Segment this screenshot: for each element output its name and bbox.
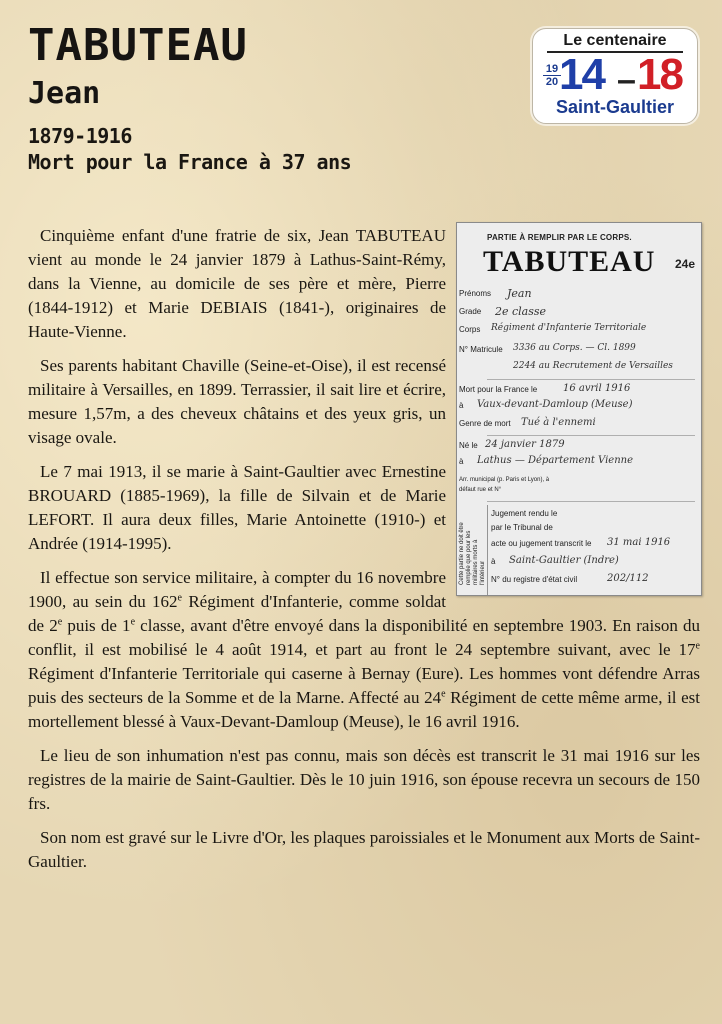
record-field-value: Vaux-devant-Damloup (Meuse) xyxy=(477,399,633,410)
record-field-value: Tué à l'ennemi xyxy=(521,417,596,428)
record-field-value: 2244 au Recrutement de Versailles xyxy=(513,361,673,371)
record-field-label: à xyxy=(491,557,496,566)
record-field-label: Jugement rendu le xyxy=(491,509,558,518)
paragraph-military-part: classe, avant d'être envoyé dans la disponibilité en septembre 1903. En raison du conflit, il est mobilisé le 4 août 1914, et part au front le 24 septembre suivant, avec le 17 xyxy=(28,616,700,659)
logo-years xyxy=(533,51,697,99)
biography-text xyxy=(28,224,700,884)
paragraph-military-part: Régiment d'Infanterie Territoriale qui caserne à Bernay (Eure). Les hommes vont défendre Arras puis des secteurs de la Somme et de la Marne. Affecté au 24 xyxy=(28,664,700,707)
record-name: TABUTEAU xyxy=(483,245,656,278)
paragraph-birth: Cinquième enfant d'une fratrie de six, Jean TABUTEAU vient au monde le 24 janvier 1879 à Lathus-Saint-Rémy, dans la Vienne, au domicile de ses père et mère, Pierre (1844-1912) et Marie DEBIAIS (1841-), originaires de Haute-Vienne. xyxy=(28,226,446,341)
paragraph-military xyxy=(28,566,700,734)
superscript: e xyxy=(441,688,446,700)
record-field-label: N° du registre d'état civil xyxy=(491,575,578,584)
record-field-label: à xyxy=(459,457,464,466)
record-field-value: 2e classe xyxy=(495,305,547,318)
record-field-value: Jean xyxy=(507,287,532,300)
paragraph-military-part: puis de 1 xyxy=(62,616,131,635)
record-field-value: 16 avril 1916 xyxy=(563,383,631,394)
death-mention: Mort pour la France à 37 ans xyxy=(28,150,352,174)
record-field-label: Mort pour la France le xyxy=(459,385,538,394)
float-spacer xyxy=(446,566,700,600)
life-dates: 1879-1916 xyxy=(28,124,132,148)
surname-title: TABUTEAU xyxy=(28,20,248,71)
record-field-label: Arr. municipal (p. Paris et Lyon), à défaut rue et N° xyxy=(459,477,550,493)
record-field-value: Lathus — Département Vienne xyxy=(477,455,634,466)
paragraph-census: Ses parents habitant Chaville (Seine-et-Oise), il est recensé militaire à Versailles, en 1899. Terrassier, il sait lire et écrire, mesure 1,57m, a des cheveux châtains et des yeux gris, un visage ovale. xyxy=(28,356,446,447)
logo-year-14: 14 xyxy=(559,50,604,99)
record-field-label: acte ou jugement transcrit le xyxy=(491,539,592,548)
record-field-label: Prénoms xyxy=(459,289,492,298)
record-title: PARTIE À REMPLIR PAR LE CORPS. xyxy=(487,233,632,242)
record-field-label: par le Tribunal de xyxy=(491,523,553,532)
logo-bottom-text: Saint-Gaultier xyxy=(555,97,675,117)
logo-century-19: 19 xyxy=(545,63,559,75)
firstname-title: Jean xyxy=(28,76,101,111)
logo-dash: – xyxy=(617,61,636,99)
record-field-label: à xyxy=(459,401,464,410)
paragraph-burial: Le lieu de son inhumation n'est pas connu, mais son décès est transcrit le 31 mai 1916 sur les registres de la mairie de Saint-Gaultier. Dès le 10 juin 1916, son épouse recevra un secours de 150 frs. xyxy=(28,746,700,813)
centenaire-logo xyxy=(532,28,698,124)
page-header xyxy=(28,22,351,176)
record-field-value: 202/112 xyxy=(607,573,649,584)
paragraph-memorial: Son nom est gravé sur le Livre d'Or, les plaques paroissiales et le Monument aux Morts de Saint-Gaultier. xyxy=(28,828,700,871)
paragraph-marriage: Le 7 mai 1913, il se marie à Saint-Gaultier avec Ernestine BROUARD (1885-1969), la fille de Silvain et de Marie LEFORT. Il aura deux filles, Marie Antoinette (1910-) et Andrée (1914-1995). xyxy=(28,462,446,553)
record-field-value: Saint-Gaultier (Indre) xyxy=(509,555,619,566)
record-field-label: Corps xyxy=(459,325,481,334)
paragraph-military-part: Régiment de cette même arme, il est mortellement blessé à Vaux-Devant-Damloup (Meuse), le 16 avril 1916. xyxy=(28,688,700,731)
logo-top-text: Le centenaire xyxy=(563,32,667,49)
record-field-value: 24 janvier 1879 xyxy=(485,439,565,450)
record-field-label: Genre de mort xyxy=(459,419,511,428)
record-field-value: 31 mai 1916 xyxy=(607,537,671,548)
superscript: e xyxy=(130,616,136,628)
record-field-label: Grade xyxy=(459,307,482,316)
superscript: e xyxy=(57,616,63,628)
paragraph-military-part: Il effectue son service militaire, à compter du 16 novembre 1900, au sein du 162 xyxy=(28,568,446,611)
record-side-note-text: Cette partie ne doit être remplie que pour les militaires morts à l'intérieur xyxy=(459,522,486,585)
record-field-value: 3336 au Corps. — Cl. 1899 xyxy=(513,343,636,353)
superscript: e xyxy=(177,592,182,604)
superscript: e xyxy=(695,640,700,652)
logo-year-18: 18 xyxy=(637,50,682,99)
record-field-value: Régiment d'Infanterie Territoriale xyxy=(491,323,647,333)
record-number: 24e xyxy=(675,257,696,271)
record-field-label: N° Matricule xyxy=(459,345,503,354)
logo-century-20: 20 xyxy=(543,75,561,88)
record-field-label: Né le xyxy=(459,441,478,450)
paragraph-military-part: Régiment d'Infanterie, comme soldat de 2 xyxy=(28,592,446,635)
